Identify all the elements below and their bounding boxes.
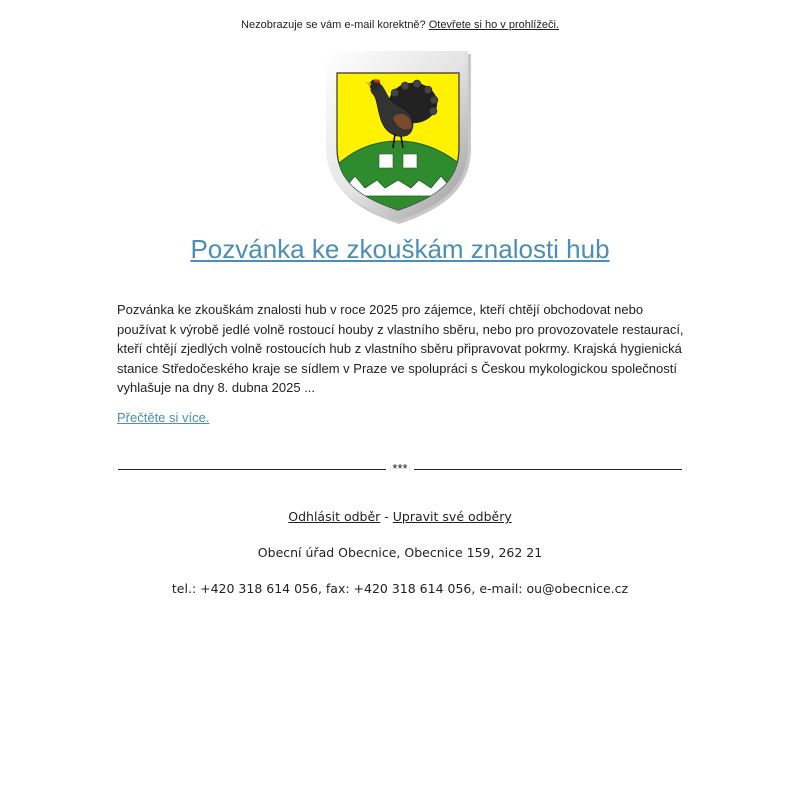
open-in-browser-link[interactable]: Otevřete si ho v prohlížeči. — [428, 19, 559, 31]
divider-line-right — [414, 469, 682, 470]
read-more-link[interactable]: Přečtěte si více. — [117, 410, 210, 425]
preheader-text: Nezobrazuje se vám e-mail korektně? — [241, 19, 426, 31]
footer-address: Obecní úřad Obecnice, Obecnice 159, 262 21 — [257, 545, 543, 560]
municipal-crest — [325, 48, 475, 226]
unsubscribe-link[interactable]: Odhlásit odběr — [288, 509, 381, 524]
article-title-link[interactable]: Pozvánka ke zkouškám znalosti hub — [190, 234, 610, 264]
section-divider — [118, 460, 682, 478]
divider-stars: *** — [392, 461, 408, 476]
article-title — [0, 234, 800, 265]
manage-subscriptions-link[interactable]: Upravit své odběry — [392, 509, 512, 524]
links-separator: - — [384, 509, 389, 524]
divider-line-left — [118, 469, 386, 470]
subscription-links — [0, 509, 800, 524]
read-more — [117, 410, 209, 425]
article-body: Pozvánka ke zkouškám znalosti hub v roce 2025 pro zájemce, kteří chtějí obchodovat nebo používat k výrobě jedlé volně rostoucí houby z vlastního sběru, nebo pro provozovatele restaurací, kteří chtějí zjedlých volně rostoucích hub z vlastního sběru připravovat pokrmy. Krajská hygienická stanice Středočeského kraje se sídlem v Praze ve spolupráci s Českou mykologickou společností vyhlašuje na dny 8. dubna 2025 ... — [117, 302, 684, 395]
preheader — [0, 19, 800, 31]
crest-icon — [325, 48, 475, 226]
footer-contact: tel.: +420 318 614 056, fax: +420 318 614 056, e-mail: ou@obecnice.cz — [171, 581, 629, 596]
